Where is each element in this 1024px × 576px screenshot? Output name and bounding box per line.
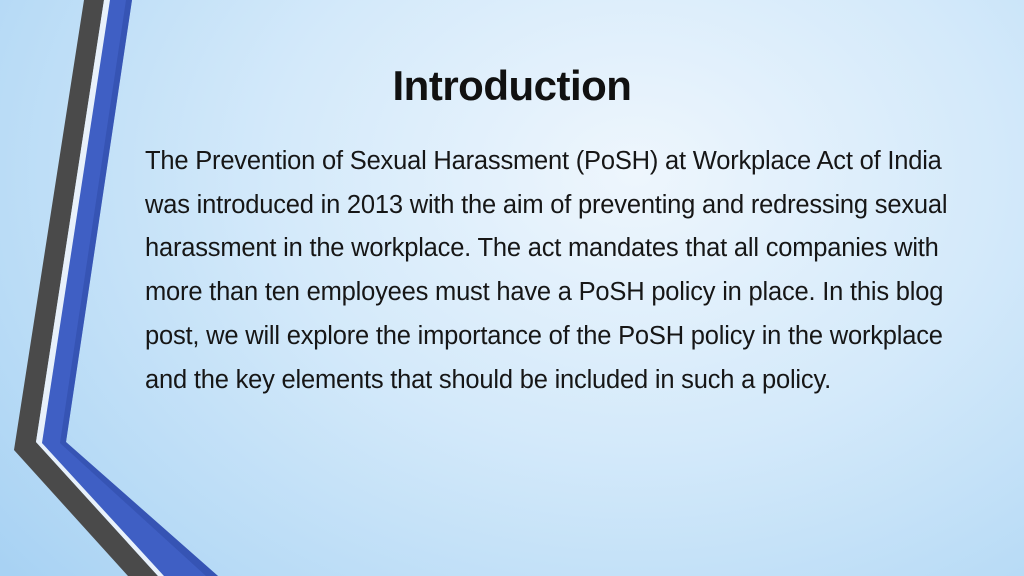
slide-title: Introduction — [392, 62, 632, 109]
slide-body-text: The Prevention of Sexual Harassment (PoSH) at Workplace Act of India was introduced in 2013 with the aim of preventing and redressing sexual harassment in the workplace. The act mandates that all companies with more than ten employees must have a PoSH policy in place. In this blog post, we will explore the importance of the PoSH policy in the workplace and the key elements that should be included in such a policy. — [145, 147, 948, 394]
